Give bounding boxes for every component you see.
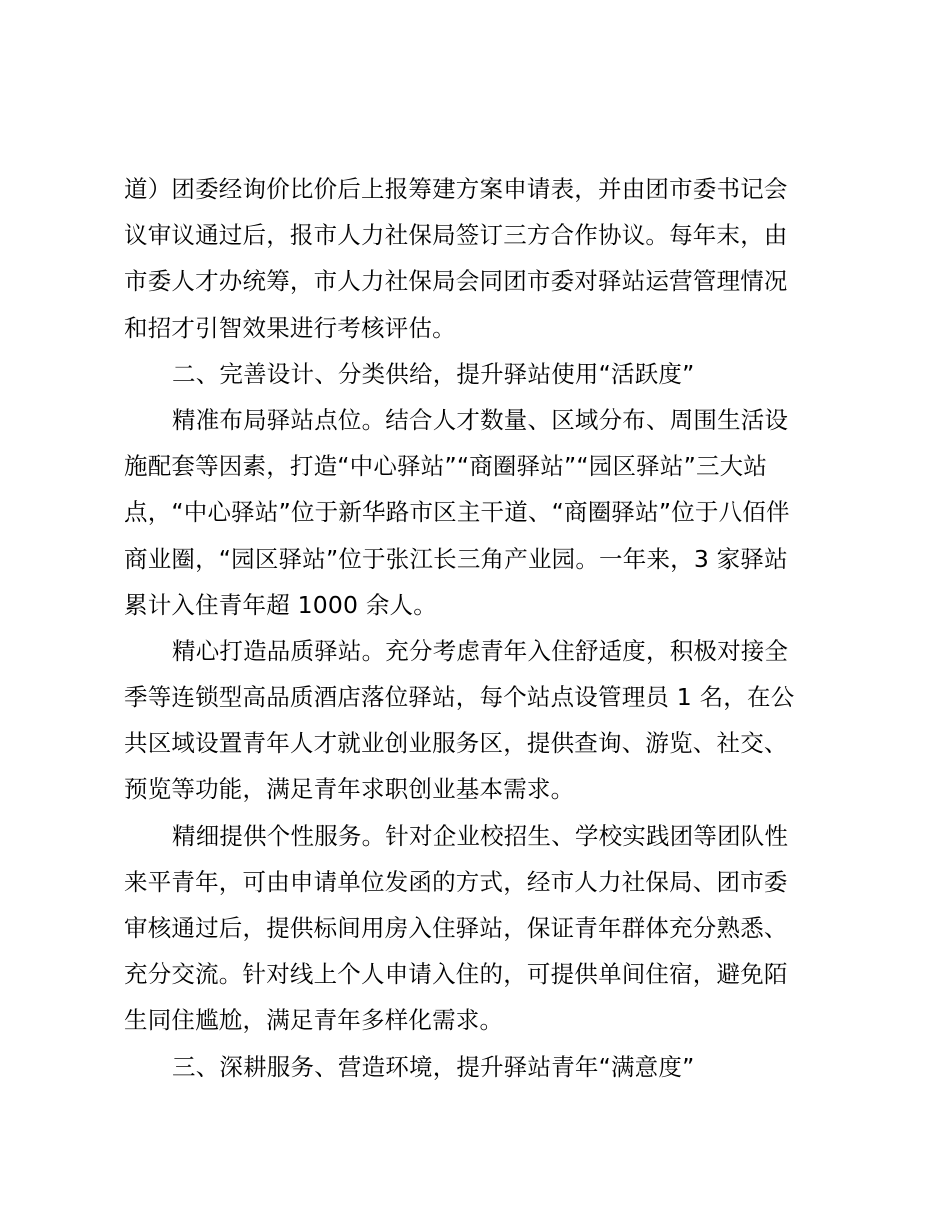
paragraph-line: 预览等功能，满足青年求职创业基本需求。 xyxy=(124,775,575,804)
paragraph-line: 精准布局驿站点位。结合人才数量、区域分布、周围生活设 xyxy=(172,405,789,434)
paragraph-line: 精心打造品质驿站。充分考虑青年入住舒适度，积极对接全 xyxy=(172,636,789,665)
paragraph-line: 点，“中心驿站”位于新华路市区主干道、“商圈驿站”位于八佰伴 xyxy=(124,498,790,527)
section-heading-3: 三、深耕服务、营造环境，提升驿站青年“满意度” xyxy=(172,1052,695,1081)
document-body xyxy=(124,166,824,1090)
paragraph-line: 累计入住青年超 1000 余人。 xyxy=(124,590,437,619)
paragraph-line: 季等连锁型高品质酒店落位驿站，每个站点设管理员 1 名，在公 xyxy=(124,683,795,712)
paragraph-line: 商业圈，“园区驿站”位于张江长三角产业园。一年来，3 家驿站 xyxy=(124,544,788,573)
paragraph-line: 和招才引智效果进行考核评估。 xyxy=(124,313,456,342)
paragraph-line: 充分交流。针对线上个人申请入住的，可提供单间住宿，避免陌 xyxy=(124,960,788,989)
paragraph-line: 共区域设置青年人才就业创业服务区，提供查询、游览、社交、 xyxy=(124,729,788,758)
paragraph-line: 市委人才办统筹，市人力社保局会同团市委对驿站运营管理情况 xyxy=(124,267,788,296)
paragraph-line: 施配套等因素，打造“中心驿站”“商圈驿站”“园区驿站”三大站 xyxy=(124,452,768,481)
paragraph-line: 来平青年，可由申请单位发函的方式，经市人力社保局、团市委 xyxy=(124,867,788,896)
section-heading-2: 二、完善设计、分类供给，提升驿站使用“活跃度” xyxy=(172,359,695,388)
paragraph-line: 生同住尴尬，满足青年多样化需求。 xyxy=(124,1006,504,1035)
paragraph-line: 审核通过后，提供标间用房入住驿站，保证青年群体充分熟悉、 xyxy=(124,914,788,942)
paragraph-line: 精细提供个性服务。针对企业校招生、学校实践团等团队性 xyxy=(172,821,789,850)
paragraph-line: 议审议通过后，报市人力社保局签订三方合作协议。每年末，由 xyxy=(124,221,788,250)
paragraph-line: 道）团委经询价比价后上报筹建方案申请表，并由团市委书记会 xyxy=(124,175,788,203)
